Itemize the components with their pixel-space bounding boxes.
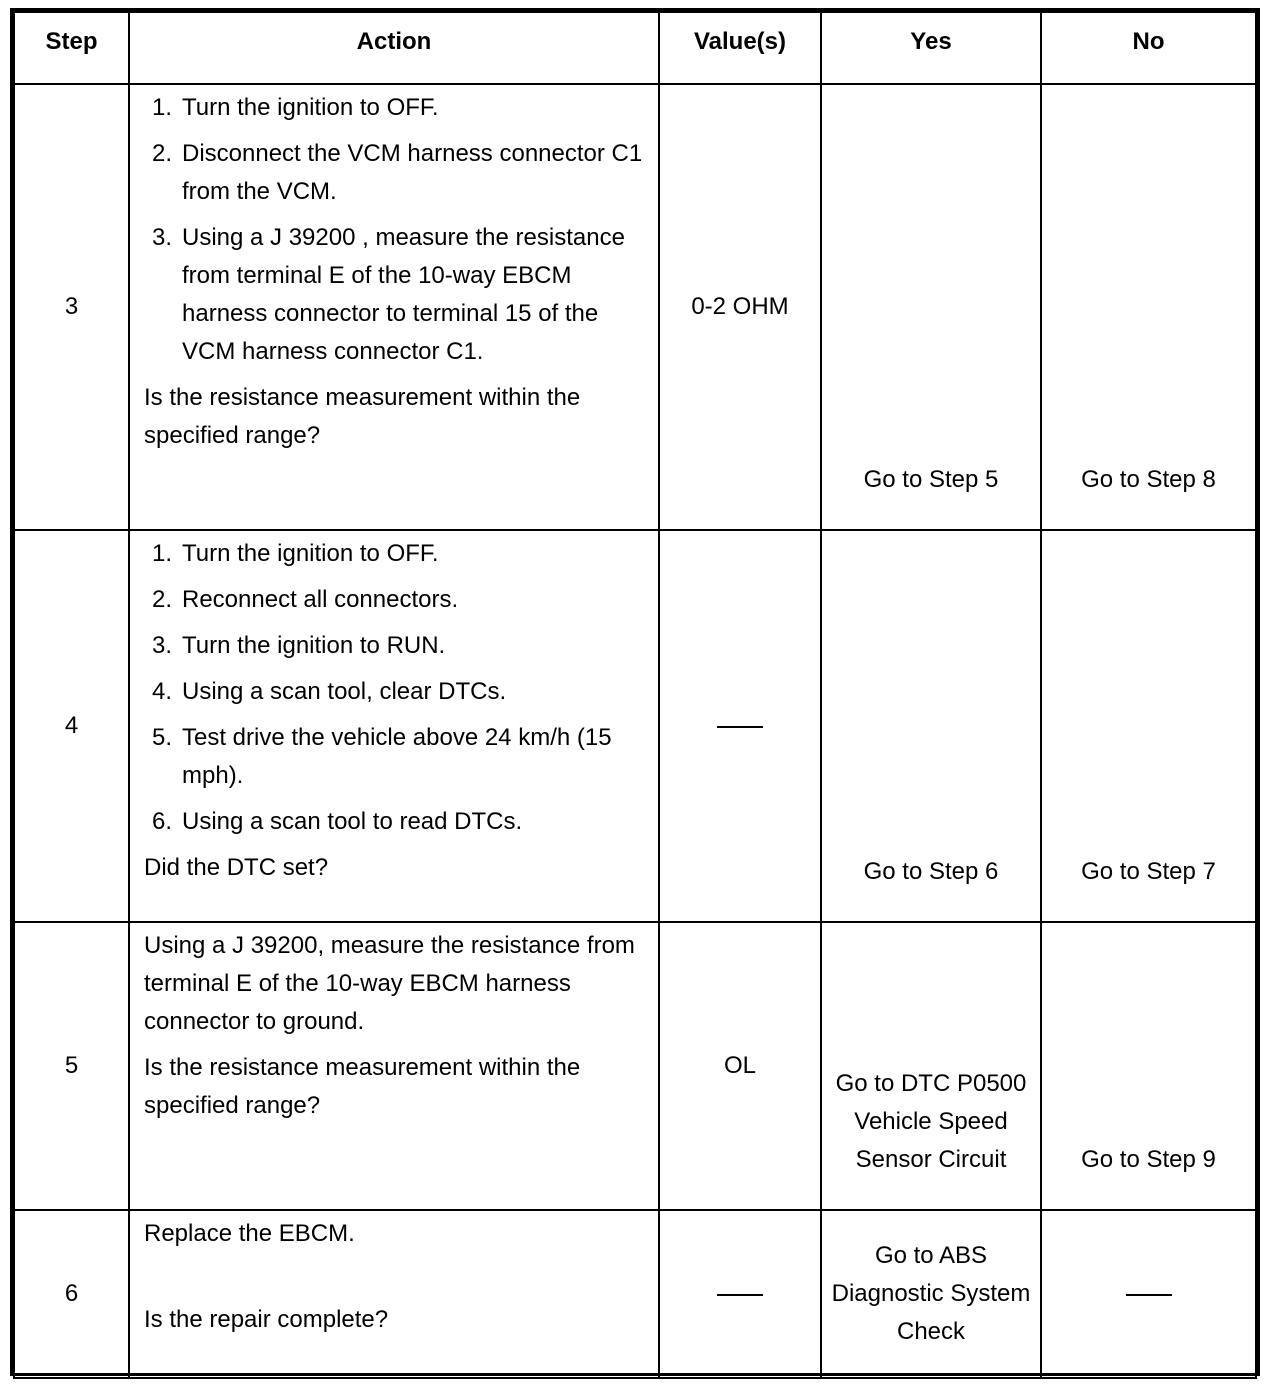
header-yes: Yes	[821, 12, 1041, 84]
action-item: 5. Test drive the vehicle above 24 km/h (15 mph).	[152, 724, 612, 789]
action-item: 3. Turn the ignition to RUN.	[152, 632, 446, 659]
no-answer: Go to Step 7	[1081, 858, 1216, 885]
action-cell	[129, 84, 659, 530]
empty-no-dash	[1126, 1294, 1172, 1296]
action-cell	[129, 922, 659, 1210]
no-cell	[1041, 530, 1256, 922]
action-item: 1. Turn the ignition to OFF.	[152, 94, 439, 121]
no-cell	[1041, 1210, 1256, 1378]
yes-cell	[821, 84, 1041, 530]
no-answer: Go to Step 9	[1081, 1146, 1216, 1173]
no-answer: Go to Step 8	[1081, 466, 1216, 493]
action-item: 4. Using a scan tool, clear DTCs.	[152, 678, 507, 705]
header-no: No	[1041, 12, 1256, 84]
action-item: 3. Using a J 39200 , measure the resistance from terminal E of the 10-way EBCM harness connector to terminal 15 of the VCM harness connector C1.	[152, 224, 625, 365]
step-number: 5	[14, 922, 129, 1210]
diagnostic-table	[13, 11, 1257, 1379]
action-text: Using a J 39200, measure the resistance from terminal E of the 10-way EBCM harness connector to ground.	[144, 932, 635, 1035]
step-number: 4	[14, 530, 129, 922]
yes-cell	[821, 1210, 1041, 1378]
action-question: Did the DTC set?	[144, 854, 329, 881]
table-row	[14, 530, 1256, 922]
yes-answer: Go to Step 5	[863, 466, 999, 493]
action-item: 6. Using a scan tool to read DTCs.	[152, 808, 523, 835]
action-question: Is the resistance measurement within the specified range?	[144, 384, 581, 449]
empty-value-dash	[717, 1294, 763, 1296]
action-item: 2. Reconnect all connectors.	[152, 586, 459, 613]
header-value: Value(s)	[659, 12, 821, 84]
action-question: Is the repair complete?	[144, 1306, 389, 1333]
yes-answer: Go to DTC P0500 Vehicle Speed Sensor Circuit	[835, 1070, 1027, 1173]
yes-cell	[821, 922, 1041, 1210]
header-action: Action	[129, 12, 659, 84]
yes-cell	[821, 530, 1041, 922]
no-cell	[1041, 922, 1256, 1210]
step-number: 6	[14, 1210, 129, 1378]
diagnostic-table-frame	[10, 8, 1260, 1376]
yes-answer: Go to Step 6	[863, 858, 999, 885]
yes-answer: Go to ABS Diagnostic System Check	[831, 1242, 1031, 1345]
action-item: 2. Disconnect the VCM harness connector C1 from the VCM.	[152, 140, 643, 205]
header-step: Step	[14, 12, 129, 84]
value-cell: OL	[659, 922, 821, 1210]
empty-value-dash	[717, 726, 763, 728]
step-number: 3	[14, 84, 129, 530]
action-text: Replace the EBCM.	[144, 1220, 355, 1247]
value-cell	[659, 530, 821, 922]
action-item: 1. Turn the ignition to OFF.	[152, 540, 439, 567]
table-header-row	[14, 12, 1256, 84]
no-cell	[1041, 84, 1256, 530]
table-row	[14, 922, 1256, 1210]
action-question: Is the resistance measurement within the specified range?	[144, 1054, 581, 1119]
value-cell	[659, 1210, 821, 1378]
action-cell	[129, 530, 659, 922]
action-cell	[129, 1210, 659, 1378]
table-row	[14, 1210, 1256, 1378]
table-row	[14, 84, 1256, 530]
value-cell: 0-2 OHM	[659, 84, 821, 530]
